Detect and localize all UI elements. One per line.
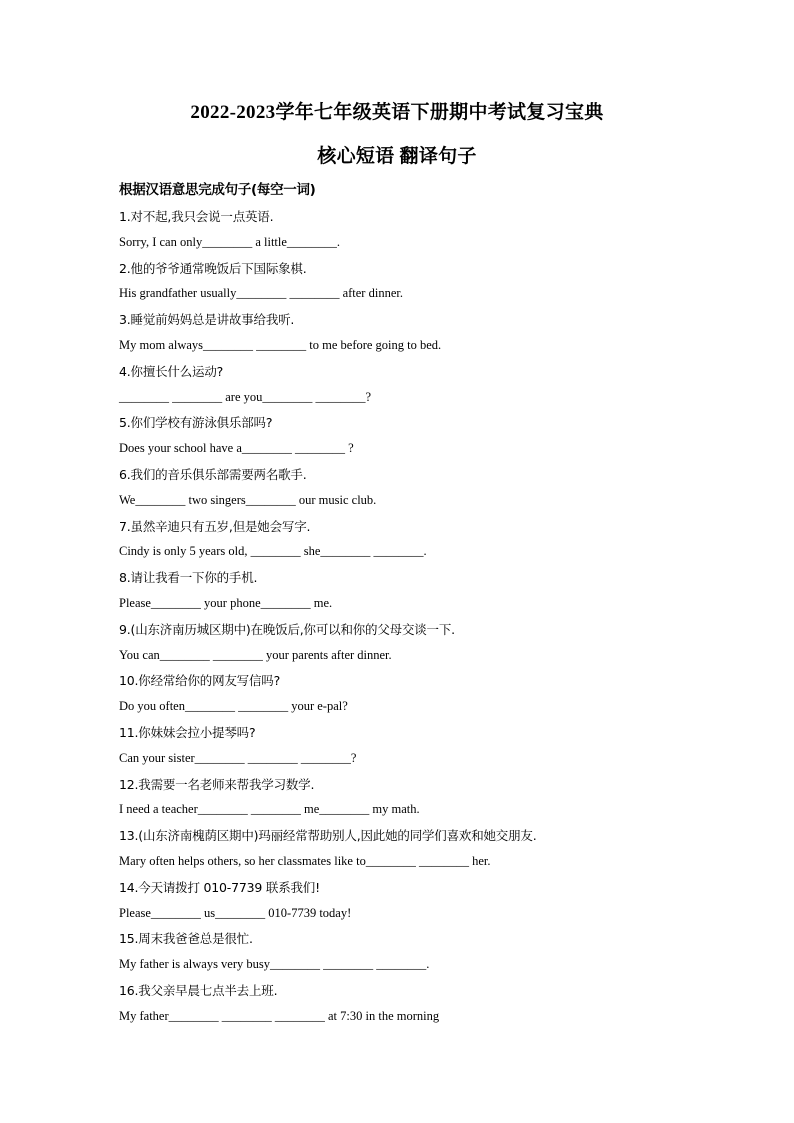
exercise-item: [119, 720, 719, 772]
chinese-sentence: 11.你妹妹会拉小提琴吗?: [119, 724, 256, 740]
document-subtitle: 核心短语 翻译句子: [317, 146, 477, 167]
exercise-item: [119, 307, 719, 359]
exercise-item: [119, 772, 719, 824]
exercise-item: [119, 256, 719, 308]
exercise-item: [119, 410, 719, 462]
english-sentence: Sorry, I can only________ a little________.: [119, 234, 341, 249]
chinese-sentence: 15.周末我爸爸总是很忙.: [119, 931, 253, 947]
chinese-sentence: 10.你经常给你的网友写信吗?: [119, 673, 281, 689]
exercise-item: [119, 668, 719, 720]
english-sentence: We________ two singers________ our music club.: [119, 492, 377, 507]
document-title: 2022-2023学年七年级英语下册期中考试复习宝典: [190, 102, 604, 123]
english-sentence: You can________ ________ your parents after dinner.: [119, 647, 392, 662]
exercise-item: [119, 204, 719, 256]
exercise-item: [119, 875, 719, 927]
english-sentence: Can your sister________ ________ ________?: [119, 750, 357, 765]
exercise-item: [119, 514, 719, 566]
chinese-sentence: 5.你们学校有游泳俱乐部吗?: [119, 415, 273, 431]
exercise-item: [119, 823, 719, 875]
chinese-sentence: 8.请让我看一下你的手机.: [119, 570, 258, 586]
chinese-sentence: 13.(山东济南槐荫区期中)玛丽经常帮助别人,因此她的同学们喜欢和她交朋友.: [119, 828, 537, 844]
english-sentence: I need a teacher________ ________ me________ my math.: [119, 802, 420, 817]
chinese-sentence: 1.对不起,我只会说一点英语.: [119, 209, 274, 224]
exercise-list: [119, 204, 719, 1030]
chinese-sentence: 2.他的爷爷通常晚饭后下国际象棋.: [119, 260, 307, 276]
english-sentence: My mom always________ ________ to me before going to bed.: [119, 337, 442, 352]
exercise-item: [119, 926, 719, 978]
english-sentence: Please________ your phone________ me.: [119, 595, 333, 610]
english-sentence: Please________ us________ 010-7739 today!: [119, 905, 352, 920]
chinese-sentence: 12.我需要一名老师来帮我学习数学.: [119, 776, 315, 792]
english-sentence: My father________ ________ ________ at 7:30 in the morning: [119, 1008, 440, 1023]
english-sentence: ________ ________ are you________ ________?: [119, 389, 372, 404]
chinese-sentence: 7.虽然辛迪只有五岁,但是她会写字.: [119, 518, 311, 534]
english-sentence: Do you often________ ________ your e-pal?: [119, 699, 348, 714]
exercise-item: [119, 565, 719, 617]
english-sentence: My father is always very busy________ ________ ________.: [119, 957, 430, 972]
exercise-item: [119, 462, 719, 514]
chinese-sentence: 16.我父亲早晨七点半去上班.: [119, 982, 278, 998]
english-sentence: Mary often helps others, so her classmates like to________ ________ her.: [119, 853, 491, 868]
english-sentence: Cindy is only 5 years old, ________ she________ ________.: [119, 544, 427, 559]
chinese-sentence: 9.(山东济南历城区期中)在晚饭后,你可以和你的父母交谈一下.: [119, 621, 455, 637]
exercise-item: [119, 617, 719, 669]
chinese-sentence: 6.我们的音乐俱乐部需要两名歌手.: [119, 466, 307, 482]
chinese-sentence: 4.你擅长什么运动?: [119, 363, 224, 379]
exercise-item: [119, 978, 719, 1030]
chinese-sentence: 14.今天请拨打 010-7739 联系我们!: [119, 879, 320, 895]
english-sentence: His grandfather usually________ ________ after dinner.: [119, 286, 403, 301]
exercise-instruction: 根据汉语意思完成句子(每空一词): [119, 182, 316, 198]
exercise-item: [119, 359, 719, 411]
english-sentence: Does your school have a________ ________ ?: [119, 441, 354, 456]
chinese-sentence: 3.睡觉前妈妈总是讲故事给我听.: [119, 312, 295, 328]
